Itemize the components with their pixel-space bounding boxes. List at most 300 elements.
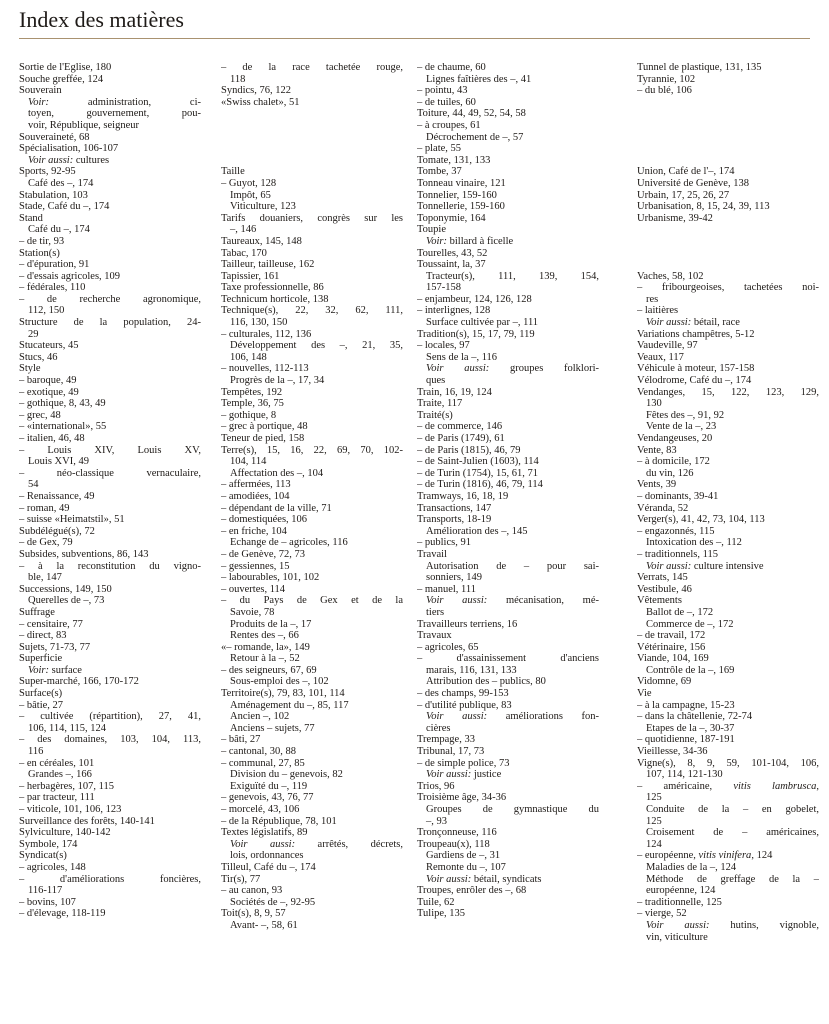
index-line: – d'essais agricoles, 109 [19, 270, 121, 282]
index-line: Terre(s), 15, 16, 22, 69, 70, 102- [221, 444, 403, 456]
index-line: Trios, 96 [417, 780, 455, 792]
index-line: – de tuiles, 60 [417, 96, 476, 108]
index-line: ble, 147 [28, 572, 62, 584]
index-line: – affermées, 113 [221, 479, 291, 491]
index-line: – de Paris (1749), 61 [417, 433, 505, 444]
index-line: Voir aussi: hutins, vignoble, [646, 919, 819, 931]
index-line: – de Saint-Julien (1603), 114 [417, 456, 539, 468]
index-line: Toiture, 44, 49, 52, 54, 58 [417, 108, 526, 120]
index-line: Tomate, 131, 133 [417, 154, 491, 166]
index-line: – vierge, 52 [637, 908, 687, 920]
index-line: – d'améliorations foncières, [19, 873, 201, 885]
page-title: Index des matières [19, 7, 184, 32]
index-line: Sujets, 71-73, 77 [19, 641, 91, 653]
index-line: Urbanisme, 39-42 [637, 212, 713, 224]
index-line: – dominants, 39-41 [637, 490, 719, 502]
index-line: Division du – genevois, 82 [230, 769, 343, 781]
index-line: – gothique, 8 [221, 409, 277, 421]
index-line: – au canon, 93 [221, 885, 283, 897]
index-line: Remonte du –, 107 [426, 861, 506, 873]
index-line: Traité(s) [417, 409, 453, 421]
index-line: Teneur de pied, 158 [221, 433, 305, 444]
index-line: Grandes –, 166 [28, 769, 92, 781]
index-line: Tonneau vinaire, 121 [417, 177, 506, 189]
index-line: Toponymie, 164 [417, 212, 486, 224]
index-line: Troupeau(x), 118 [417, 838, 490, 850]
index-line: – dans la châtellenie, 72-74 [637, 711, 753, 723]
index-line: – baroque, 49 [19, 375, 77, 387]
index-line: – gothique, 8, 43, 49 [19, 398, 106, 410]
index-line: – domestiquées, 106 [221, 514, 308, 526]
index-line: – plate, 55 [417, 143, 462, 155]
index-line: Querelles de –, 73 [28, 595, 105, 607]
index-line: – de recherche agronomique, [19, 293, 201, 305]
index-line: – des champs, 99-153 [417, 688, 509, 700]
index-line: – à la campagne, 15-23 [637, 699, 735, 711]
index-line: Temple, 36, 75 [221, 398, 284, 410]
index-line: – grec à portique, 48 [221, 421, 308, 433]
index-line: Voir aussi: groupes folklori- [426, 363, 599, 375]
index-line: – quotidienne, 187-191 [637, 734, 735, 746]
index-line: – gessiennes, 15 [221, 560, 290, 572]
index-line: Taxe professionnelle, 86 [221, 282, 324, 294]
index-gap [637, 143, 819, 155]
index-line: Université de Genève, 138 [637, 177, 749, 189]
index-line: Progrès de la –, 17, 34 [230, 375, 325, 387]
index-line: – roman, 49 [19, 502, 70, 514]
index-line: Retour à la –, 52 [230, 653, 300, 665]
index-line: Tracteur(s), 111, 139, 154, [426, 270, 599, 282]
index-line: Fêtes des –, 91, 92 [646, 409, 725, 421]
index-line: Voir: surface [28, 664, 82, 676]
index-line: – à domicile, 172 [637, 456, 710, 468]
index-line: – manuel, 111 [417, 583, 477, 595]
index-line: Travail [417, 548, 447, 560]
index-line: Travaux [417, 630, 452, 642]
index-line: – direct, 83 [19, 630, 67, 642]
index-line: Subdélégué(s), 72 [19, 525, 95, 537]
index-line: Contrôle de la –, 169 [646, 664, 735, 676]
index-column-1 [19, 62, 201, 920]
index-line: – de commerce, 146 [417, 421, 503, 433]
index-line: voir, République, seigneur [28, 119, 139, 131]
index-line: – Louis XIV, Louis XV, [19, 444, 201, 456]
index-line: Tabac, 170 [221, 247, 267, 259]
index-line: Intoxication des –, 112 [646, 537, 742, 549]
index-line: Travailleurs terriens, 16 [417, 618, 518, 630]
index-line: Tourelles, 43, 52 [417, 247, 488, 259]
index-line: Technicum horticole, 138 [221, 293, 329, 305]
index-line: – de Turin (1816), 46, 79, 114 [417, 479, 543, 491]
index-line: Décrochement de –, 57 [426, 131, 524, 143]
index-line: Amélioration des –, 145 [426, 525, 528, 537]
index-line: Vestibule, 46 [637, 583, 692, 595]
index-line: Vélodrome, Café du –, 174 [637, 375, 752, 387]
index-line: Voir aussi: arrêtés, décrets, [230, 838, 403, 850]
index-line: Voir aussi: bétail, syndicats [426, 873, 542, 885]
index-line: Etapes de la –, 30-37 [646, 722, 735, 734]
index-line: Sens de la –, 116 [426, 351, 498, 363]
index-line: res [646, 293, 659, 305]
index-line: Tonnelier, 159-160 [417, 189, 497, 201]
index-line: – fribourgeoises, tachetées noi- [637, 282, 819, 294]
index-line: Troupes, enrôler des –, 68 [417, 885, 527, 897]
index-line: Vaches, 58, 102 [637, 270, 704, 282]
index-line: – de Gex, 79 [19, 537, 73, 549]
index-line: Verrats, 145 [637, 572, 688, 584]
index-line: 104, 114 [230, 456, 267, 468]
index-line: Textes législatifs, 89 [221, 827, 308, 839]
index-line: – locales, 97 [417, 340, 470, 352]
index-gap [221, 143, 403, 155]
index-line: vin, viticulture [646, 931, 708, 943]
index-line: – d'épuration, 91 [19, 259, 90, 271]
index-line: Développement des –, 21, 35, [230, 340, 403, 352]
index-line: Troisième âge, 34-36 [417, 792, 507, 804]
index-line: – cultivée (répartition), 27, 41, [19, 711, 201, 723]
index-line: Echange de – agricoles, 116 [230, 537, 348, 549]
index-line: Avant- –, 58, 61 [230, 919, 298, 931]
index-line: Vie [637, 688, 652, 700]
index-line: – de tir, 93 [19, 235, 65, 247]
index-line: Toit(s), 8, 9, 57 [221, 908, 286, 920]
index-line: Stade, Café du –, 174 [19, 201, 110, 213]
index-line: 118 [230, 73, 246, 85]
index-line: – publics, 91 [417, 537, 471, 549]
index-line: du vin, 126 [646, 467, 694, 479]
index-line: Véranda, 52 [637, 502, 689, 514]
index-line: Tir(s), 77 [221, 873, 261, 885]
index-line: – en friche, 104 [221, 525, 287, 537]
index-line: Voir aussi: cultures [28, 154, 110, 166]
index-line: – d'assainissement d'anciens [417, 653, 599, 665]
index-line: Ballot de –, 172 [646, 606, 714, 618]
index-line: Vents, 39 [637, 479, 677, 491]
index-line: Commerce de –, 172 [646, 618, 734, 630]
index-line: – laitières [637, 305, 679, 317]
index-line: – par tracteur, 111 [19, 792, 95, 804]
index-gap [637, 97, 819, 109]
index-line: – exotique, 49 [19, 386, 79, 398]
index-line: Trempage, 33 [417, 734, 475, 746]
index-line: – amodiées, 104 [221, 490, 290, 502]
index-line: – pointu, 43 [417, 85, 468, 97]
index-line: – de Paris (1815), 46, 79 [417, 444, 521, 456]
index-line: Taille [221, 166, 245, 178]
index-line: Voir: administration, ci- [28, 96, 201, 108]
index-line: Territoire(s), 79, 83, 101, 114 [221, 688, 345, 700]
index-line: 107, 114, 121-130 [646, 769, 723, 781]
index-line: Urbain, 17, 25, 26, 27 [637, 189, 730, 201]
index-line: Aménagement du –, 85, 117 [230, 699, 349, 711]
index-line: Rentes des –, 66 [230, 630, 299, 642]
index-line: Stabulation, 103 [19, 189, 88, 201]
index-line: Vétérinaire, 156 [637, 641, 706, 653]
index-line: Vêtements [637, 595, 682, 607]
index-line: – de chaume, 60 [417, 62, 486, 73]
index-line: Stucateurs, 45 [19, 340, 79, 352]
index-line: – fédérales, 110 [19, 282, 86, 294]
index-line: Groupes de gymnastique du [426, 804, 599, 815]
index-line: – agricoles, 65 [417, 641, 479, 653]
index-line: Voir aussi: culture intensive [646, 560, 764, 572]
index-line: Vendanges, 15, 122, 123, 129, [637, 386, 819, 398]
index-line: Véhicule à moteur, 157-158 [637, 363, 755, 375]
index-line: – labourables, 101, 102 [221, 572, 320, 584]
index-line: – de la race tachetée rouge, [221, 62, 403, 73]
index-line: 54 [28, 479, 39, 491]
index-line: Tradition(s), 15, 17, 79, 119 [417, 328, 535, 340]
index-line: – du Pays de Gex et de la [221, 595, 403, 607]
index-line: Toupie [417, 224, 447, 236]
index-line: – américaine, vitis lambrusca, [637, 780, 819, 792]
index-line: – genevois, 43, 76, 77 [221, 792, 314, 804]
index-gap [637, 248, 819, 260]
index-line: – agricoles, 148 [19, 861, 86, 873]
index-line: cières [426, 722, 451, 734]
index-column-3 [417, 62, 599, 920]
index-line: – cantonal, 30, 88 [221, 746, 296, 758]
index-line: – bovins, 107 [19, 896, 76, 908]
index-line: Style [19, 363, 41, 375]
index-line: – de Genève, 72, 73 [221, 548, 305, 560]
index-line: Tribunal, 17, 73 [417, 746, 485, 758]
index-line: Variations champêtres, 5-12 [637, 328, 755, 340]
index-line: Viticulture, 123 [230, 201, 296, 213]
index-line: Vente, 83 [637, 444, 677, 456]
index-line: – Guyot, 128 [221, 177, 277, 189]
index-line: Maladies de la –, 124 [646, 861, 737, 873]
index-line: Affectation des –, 104 [230, 467, 324, 479]
index-line: Souche greffée, 124 [19, 73, 104, 85]
index-line: Subsides, subventions, 86, 143 [19, 548, 149, 560]
index-gap [637, 236, 819, 248]
index-line: Sous-emploi des –, 102 [230, 676, 329, 688]
index-line: Suffrage [19, 606, 55, 618]
index-line: – européenne, vitis vinifera, 124 [637, 850, 773, 862]
index-line: Louis XVI, 49 [28, 456, 89, 468]
index-line: Sports, 92-95 [19, 166, 76, 178]
index-line: «– romande, la», 149 [221, 641, 310, 653]
index-line: Tempêtes, 192 [221, 386, 283, 398]
index-line: Station(s) [19, 247, 60, 259]
index-line: Tramways, 16, 18, 19 [417, 490, 509, 502]
index-line: Lignes faîtières des –, 41 [426, 73, 532, 85]
index-line: Super-marché, 166, 170-172 [19, 676, 139, 688]
index-line: 125 [646, 815, 662, 827]
index-line: Tailleur, tailleuse, 162 [221, 259, 315, 271]
index-line: Vendangeuses, 20 [637, 433, 713, 444]
index-line: Produits de la –, 17 [230, 618, 312, 630]
index-line: Symbole, 174 [19, 838, 78, 850]
index-line: – nouvelles, 112-113 [221, 363, 309, 375]
index-line: Syndics, 76, 122 [221, 85, 292, 97]
index-line: 116-117 [28, 885, 63, 897]
index-line: Viande, 104, 169 [637, 653, 709, 665]
index-line: Stucs, 46 [19, 351, 58, 363]
index-line: ques [426, 375, 446, 387]
index-line: – de la République, 78, 101 [221, 815, 337, 827]
index-line: Exiguïté du –, 119 [230, 780, 308, 792]
index-line: «Swiss chalet», 51 [221, 96, 300, 108]
index-line: Café du –, 174 [28, 224, 90, 236]
index-gap [637, 155, 819, 167]
index-line: Veaux, 117 [637, 351, 684, 363]
index-gap [221, 132, 403, 144]
index-line: – néo-classique vernaculaire, [19, 467, 201, 479]
index-line: – de Turin (1754), 15, 61, 71 [417, 467, 539, 479]
index-line: – morcelé, 43, 106 [221, 804, 300, 815]
index-line: – des seigneurs, 67, 69 [221, 664, 317, 676]
index-line: Sociétés de –, 92-95 [230, 896, 316, 908]
index-line: Tronçonneuse, 116 [417, 827, 497, 839]
index-gap [221, 108, 403, 120]
index-line: 106, 148 [230, 351, 267, 363]
index-line: européenne, 124 [646, 885, 716, 897]
index-line: Traite, 117 [417, 398, 463, 410]
index-line: – à croupes, 61 [417, 119, 481, 131]
index-line: Savoie, 78 [230, 606, 275, 618]
index-line: Tombe, 37 [417, 166, 462, 178]
index-line: – grec, 48 [19, 409, 61, 421]
index-gap [637, 132, 819, 144]
index-line: Surface cultivée par –, 111 [426, 317, 539, 329]
index-line: 106, 114, 115, 124 [28, 722, 106, 734]
index-line: – engazonnés, 115 [637, 525, 715, 537]
index-line: Transactions, 147 [417, 502, 492, 514]
index-line: Tunnel de plastique, 131, 135 [637, 62, 762, 73]
index-line: Sylviculture, 140-142 [19, 827, 111, 839]
index-line: Voir aussi: justice [426, 769, 502, 781]
index-line: –, 93 [426, 815, 447, 827]
index-line: – interlignes, 128 [417, 305, 491, 317]
index-line: 116, 130, 150 [230, 317, 288, 329]
index-line: – herbagères, 107, 115 [19, 780, 114, 792]
index-line: – d'élevage, 118-119 [19, 908, 106, 920]
index-line: Croisement de – américaines, [646, 827, 819, 839]
index-gap [637, 259, 819, 271]
index-line: – traditionnels, 115 [637, 548, 718, 560]
index-line: Voir aussi: mécanisation, mé- [426, 595, 599, 607]
index-line: Union, Café de l'–, 174 [637, 166, 735, 178]
index-line: Train, 16, 19, 124 [417, 386, 492, 398]
index-gap [221, 155, 403, 167]
index-line: – de travail, 172 [637, 630, 706, 642]
index-line: Vieillesse, 34-36 [637, 746, 708, 758]
index-line: 125 [646, 792, 662, 804]
index-line: – italien, 46, 48 [19, 433, 85, 444]
index-line: Transports, 18-19 [417, 514, 492, 526]
index-line: – du blé, 106 [637, 85, 692, 97]
index-gap [637, 108, 819, 120]
index-line: Toussaint, la, 37 [417, 259, 486, 271]
index-line: Taureaux, 145, 148 [221, 235, 302, 247]
index-line: Souveraineté, 68 [19, 131, 90, 143]
index-line: – suisse «Heimatstil», 51 [19, 514, 125, 526]
index-line: 130 [646, 398, 662, 410]
index-line: – des domaines, 103, 104, 113, [19, 734, 201, 746]
index-line: 116 [28, 746, 44, 758]
index-line: Successions, 149, 150 [19, 583, 112, 595]
index-line: Vigne(s), 8, 9, 59, 101-104, 106, [637, 757, 819, 769]
index-line: Impôt, 65 [230, 189, 271, 201]
index-line: 124 [646, 838, 662, 850]
index-line: –, 146 [230, 224, 257, 236]
index-line: Spécialisation, 106-107 [19, 143, 119, 155]
index-line: Sortie de l'Eglise, 180 [19, 62, 112, 73]
index-line: Café des –, 174 [28, 177, 94, 189]
index-column-2 [221, 62, 403, 932]
index-line: – de simple police, 73 [417, 757, 510, 769]
index-line: Conduite de la – en gobelet, [646, 804, 819, 815]
index-line: tiers [426, 606, 445, 618]
index-line: Structure de la population, 24- [19, 317, 201, 329]
index-gap [221, 120, 403, 132]
index-line: Méthode de greffage de la – [646, 873, 819, 885]
index-gap [637, 120, 819, 132]
index-line: Verger(s), 41, 42, 73, 104, 113 [637, 514, 765, 526]
index-line: Vente de la –, 23 [646, 421, 717, 433]
index-line: sonniers, 149 [426, 572, 482, 584]
index-column-4 [637, 62, 819, 943]
index-line: Superficie [19, 653, 63, 665]
index-line: Gardiens de –, 31 [426, 850, 501, 862]
index-line: Stand [19, 212, 43, 224]
index-line: – communal, 27, 85 [221, 757, 305, 769]
index-line: Tyrannie, 102 [637, 73, 696, 85]
index-line: Voir aussi: bétail, race [646, 317, 740, 329]
index-line: Tulipe, 135 [417, 908, 466, 920]
index-line: lois, ordonnances [230, 850, 304, 862]
index-line: – censitaire, 77 [19, 618, 83, 630]
index-line: – bâti, 27 [221, 734, 261, 746]
index-line: Attribution des – publics, 80 [426, 676, 546, 688]
index-line: – en céréales, 101 [19, 757, 95, 769]
index-line: Surveillance des forêts, 140-141 [19, 815, 155, 827]
index-line: Surface(s) [19, 688, 63, 700]
index-line: Tilleul, Café du –, 174 [221, 861, 316, 873]
index-line: Tapissier, 161 [221, 270, 280, 282]
index-line: – culturales, 112, 136 [221, 328, 312, 340]
index-line: Souverain [19, 85, 62, 97]
index-gap [637, 224, 819, 236]
index-line: toyen, gouvernement, pou- [28, 108, 201, 120]
index-line: – traditionnelle, 125 [637, 896, 722, 908]
index-line: Tarifs douaniers, congrès sur les [221, 212, 403, 224]
index-line: – Renaissance, 49 [19, 490, 95, 502]
index-line: Anciens – sujets, 77 [230, 722, 315, 734]
index-line: 112, 150 [28, 305, 65, 317]
index-line: Tuile, 62 [417, 896, 455, 908]
index-line: Autorisation de – pour sai- [426, 560, 599, 572]
index-line: Vidomne, 69 [637, 676, 692, 688]
index-line: – enjambeur, 124, 126, 128 [417, 293, 532, 305]
index-line: – bâtie, 27 [19, 699, 64, 711]
index-line: marais, 116, 131, 133 [426, 664, 517, 676]
index-line: Syndicat(s) [19, 850, 67, 862]
index-line: Voir aussi: améliorations fon- [426, 711, 599, 723]
index-line: Voir: billard à ficelle [426, 235, 514, 247]
index-line: Vaudeville, 97 [637, 340, 698, 352]
index-line: 29 [28, 328, 39, 340]
index-line: – dépendant de la ville, 71 [221, 502, 332, 514]
index-line: 157-158 [426, 282, 461, 294]
index-line: – viticole, 101, 106, 123 [19, 804, 122, 815]
title-rule [19, 38, 810, 39]
index-line: Ancien –, 102 [230, 711, 290, 723]
index-line: Tonnellerie, 159-160 [417, 201, 505, 213]
index-line: Urbanisation, 8, 15, 24, 39, 113 [637, 201, 770, 213]
